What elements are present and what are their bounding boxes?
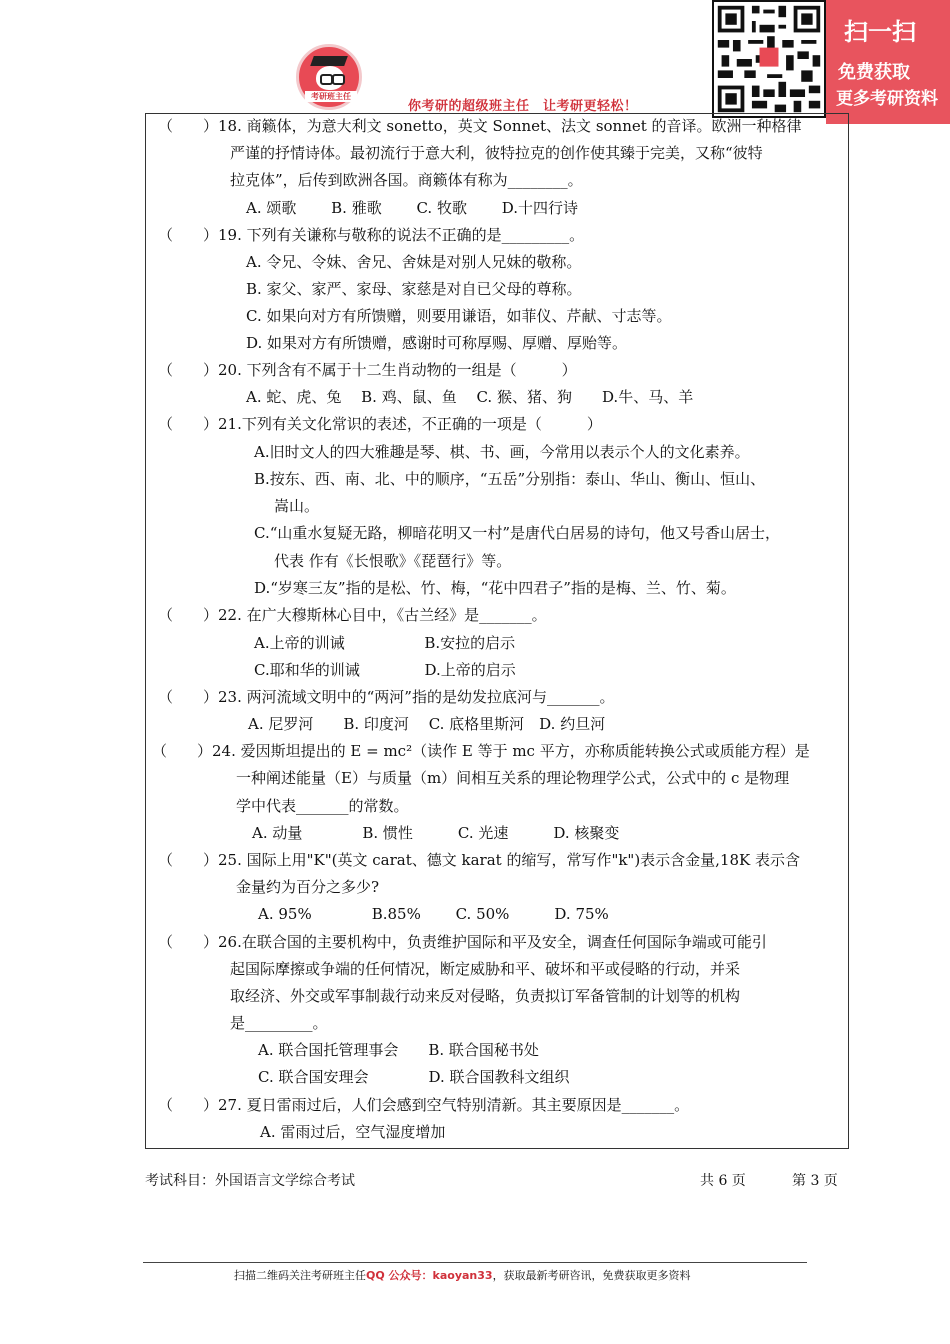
logo-text: 考研班主任 [305, 91, 357, 102]
bottom-divider [143, 1262, 807, 1263]
q23-options: A. 尼罗河 B. 印度河 C. 底格里斯河 D. 约旦河 [248, 715, 606, 733]
q21-option-b-2: 嵩山。 [274, 497, 320, 515]
q21-option-d: D.“岁寒三友”指的是松、竹、梅，“花中四君子”指的是梅、兰、竹、菊。 [254, 579, 736, 597]
q24-stem-3: 学中代表_______的常数。 [236, 797, 409, 815]
q25-stem: （ ）25. 国际上用"K"(英文 carat、德文 karat 的缩写，常写作"k")表示含金量,18K 表示含 [158, 851, 801, 869]
q21-option-c: C.“山重水复疑无路，柳暗花明又一村”是唐代白居易的诗句，他又号香山居士， [254, 524, 781, 542]
q18-stem: （ ）18. 商籁体，为意大利文 sonetto，英文 Sonnet、法文 sonnet 的音译。欧洲一种格律 [158, 117, 802, 135]
q23-stem: （ ）23. 两河流域文明中的“两河”指的是幼发拉底河与_______。 [158, 688, 615, 706]
page-total: 共 6 页 [700, 1173, 746, 1189]
promo-banner[interactable] [826, 0, 950, 124]
q21-option-c-2: 代表 作有《长恨歌》《琵琶行》等。 [274, 552, 512, 570]
q26-stem-3: 取经济、外交或军事制裁行动来反对侵略，负责拟订军备管制的计划等的机构 [230, 987, 741, 1005]
banner-line-2: 更多考研资料 [836, 89, 938, 109]
qr-code-icon [712, 0, 826, 118]
q19-option-a: A. 令兄、令妹、舍兄、舍妹是对别人兄妹的敬称。 [246, 253, 582, 271]
q24-stem-2: 一种阐述能量（E）与质量（m）间相互关系的理论物理学公式，公式中的 c 是物理 [236, 769, 790, 787]
q25-options: A. 95% B.85% C. 50% D. 75% [258, 905, 609, 923]
q21-option-b: B.按东、西、南、北、中的顺序，“五岳”分别指：泰山、华山、衡山、恒山、 [254, 470, 766, 488]
q26-stem-4: 是_________。 [230, 1014, 328, 1032]
q18-options: A. 颂歌 B. 雅歌 C. 牧歌 D.十四行诗 [246, 199, 578, 217]
bottom-notice-suffix: ，获取最新考研咨讯，免费获取更多资料 [492, 1269, 691, 1282]
q27-stem: （ ）27. 夏日雷雨过后，人们会感到空气特别清新。其主要原因是_______。 [158, 1096, 690, 1114]
q20-options: A. 蛇、虎、兔 B. 鸡、鼠、鱼 C. 猴、猪、狗 D.牛、马、羊 [246, 388, 694, 406]
bottom-notice-prefix: 扫描二维码关注考研班主任 [234, 1269, 366, 1282]
q19-option-d: D. 如果对方有所馈赠，感谢时可称厚赐、厚赠、厚贻等。 [246, 334, 628, 352]
q20-stem: （ ）20. 下列含有不属于十二生肖动物的一组是（ ） [158, 361, 577, 379]
q25-stem-2: 金量约为百分之多少? [236, 878, 380, 896]
q22-options-ab: A.上帝的训诫 B.安拉的启示 [254, 634, 516, 652]
banner-scan: 扫一扫 [844, 18, 916, 46]
q22-stem: （ ）22. 在广大穆斯林心目中，《古兰经》是_______。 [158, 606, 547, 624]
bottom-notice [234, 1267, 691, 1283]
q26-stem: （ ）26.在联合国的主要机构中，负责维护国际和平及安全，调查任何国际争端或可能引 [158, 933, 767, 951]
q19-option-b: B. 家父、家严、家母、家慈是对自已父母的尊称。 [246, 280, 582, 298]
q24-stem: （ ）24. 爱因斯坦提出的 E = mc²（读作 E 等于 mc 平方，亦称质能转换公式或质能方程）是 [152, 742, 810, 760]
q22-options-cd: C.耶和华的训诫 D.上帝的启示 [254, 661, 516, 679]
q19-option-c: C. 如果向对方有所馈赠，则要用谦语，如菲仪、芹献、寸志等。 [246, 307, 672, 325]
graduation-cap-icon [310, 56, 348, 66]
q27-option-a: A. 雷雨过后，空气湿度增加 [260, 1123, 446, 1141]
qq-account[interactable]: QQ 公众号：kaoyan33 [366, 1269, 493, 1282]
brand-logo [296, 44, 362, 110]
q26-stem-2: 起国际摩擦或争端的任何情况，断定威胁和平、破坏和平或侵略的行动，并采 [230, 960, 741, 978]
q26-options-ab: A. 联合国托管理事会 B. 联合国秘书处 [258, 1041, 539, 1059]
q19-stem: （ ）19. 下列有关谦称与敬称的说法不正确的是_________。 [158, 226, 585, 244]
q26-options-cd: C. 联合国安理会 D. 联合国教科文组织 [258, 1068, 570, 1086]
q21-stem: （ ）21.下列有关文化常识的表述，不正确的一项是（ ） [158, 415, 602, 433]
q24-options: A. 动量 B. 惯性 C. 光速 D. 核聚变 [252, 824, 620, 842]
banner-line-1: 免费获取 [838, 62, 910, 83]
page-number: 第 3 页 [792, 1173, 838, 1189]
header-slogan: 你考研的超级班主任 让考研更轻松！ [408, 99, 638, 114]
q18-stem-3: 拉克体”，后传到欧洲各国。商籁体有称为________。 [230, 171, 583, 189]
q18-stem-2: 严谨的抒情诗体。最初流行于意大利，彼特拉克的创作使其臻于完美，又称“彼特 [230, 144, 763, 162]
exam-subject: 考试科目：外国语言文学综合考试 [145, 1173, 355, 1189]
q21-option-a: A.旧时文人的四大雅趣是琴、棋、书、画，今常用以表示个人的文化素养。 [254, 443, 750, 461]
